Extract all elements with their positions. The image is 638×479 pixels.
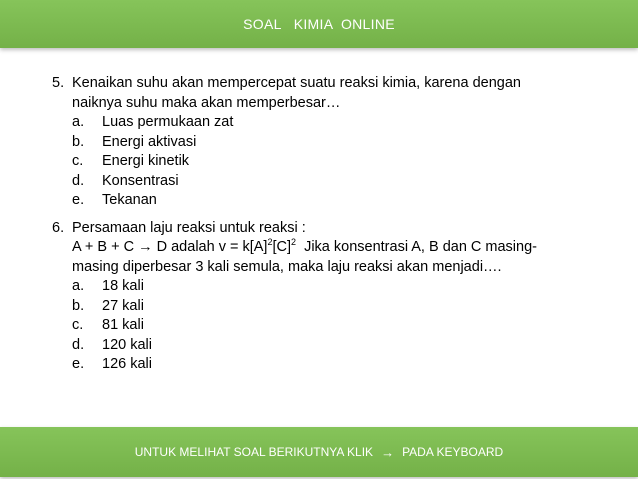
option-letter: e.: [72, 192, 85, 208]
equation-rate-c: [C]: [272, 239, 291, 255]
answer-option: [72, 152, 612, 172]
question-body: [72, 219, 612, 375]
answer-option: [72, 172, 612, 192]
option-letter: a.: [72, 278, 85, 294]
answer-option: [72, 277, 612, 297]
option-text: Konsentrasi: [102, 172, 179, 189]
question-text-line: masing diperbesar 3 kali semula, maka laju reaksi akan menjadi….: [72, 258, 502, 275]
option-letter: c.: [72, 153, 84, 169]
answer-option: [72, 355, 612, 375]
question-text-line: naiknya suhu maka akan memperbesar…: [72, 94, 341, 111]
question-text-line: Kenaikan suhu akan mempercepat suatu reaksi kimia, karena dengan: [72, 75, 521, 91]
option-letter: c.: [72, 317, 84, 333]
next-question-hint: [135, 445, 503, 460]
answer-option: [72, 113, 612, 133]
quiz-content: [52, 74, 612, 383]
question-number: 6.: [52, 219, 65, 236]
question-5: [52, 74, 612, 211]
option-text: 27 kali: [102, 297, 144, 314]
option-letter: d.: [72, 172, 85, 189]
option-letter: b.: [72, 297, 85, 314]
answer-options: [72, 113, 612, 211]
option-text: 81 kali: [102, 317, 144, 333]
option-text: Energi kinetik: [102, 153, 190, 169]
option-text: Energi aktivasi: [102, 133, 197, 150]
answer-options: [72, 277, 612, 375]
rate-equation-line: [72, 238, 612, 258]
arrow-right-icon: →: [138, 239, 153, 255]
page-title: SOAL KIMIA ONLINE: [243, 16, 395, 32]
option-letter: d.: [72, 336, 85, 353]
option-letter: e.: [72, 356, 85, 372]
equation-tail: Jika konsentrasi A, B dan C masing-: [296, 239, 537, 255]
option-letter: b.: [72, 133, 85, 150]
question-body: [72, 74, 612, 211]
question-text-line: Persamaan laju reaksi untuk reaksi :: [72, 219, 306, 236]
header-bar: [0, 0, 638, 48]
answer-option: [72, 336, 612, 356]
option-text: Luas permukaan zat: [102, 114, 234, 130]
answer-option: [72, 133, 612, 153]
question-6: [52, 219, 612, 375]
footer-bar: [0, 427, 638, 477]
question-number: 5.: [52, 75, 65, 91]
exponent-c: 2: [291, 237, 297, 248]
answer-option: [72, 191, 612, 211]
equation-reactants: A + B + C: [72, 239, 139, 255]
option-letter: a.: [72, 114, 85, 130]
option-text: 126 kali: [102, 356, 152, 372]
option-text: 120 kali: [102, 336, 152, 353]
option-text: 18 kali: [102, 278, 144, 294]
footer-text: PADA KEYBOARD: [402, 445, 504, 459]
answer-option: [72, 316, 612, 336]
footer-text: UNTUK MELIHAT SOAL BERIKUTNYA KLIK: [134, 445, 374, 459]
exponent-a: 2: [267, 237, 273, 248]
arrow-right-icon: →: [381, 444, 395, 460]
answer-option: [72, 297, 612, 317]
equation-rate-a: D adalah v = k[A]: [152, 239, 268, 255]
option-text: Tekanan: [102, 192, 157, 208]
